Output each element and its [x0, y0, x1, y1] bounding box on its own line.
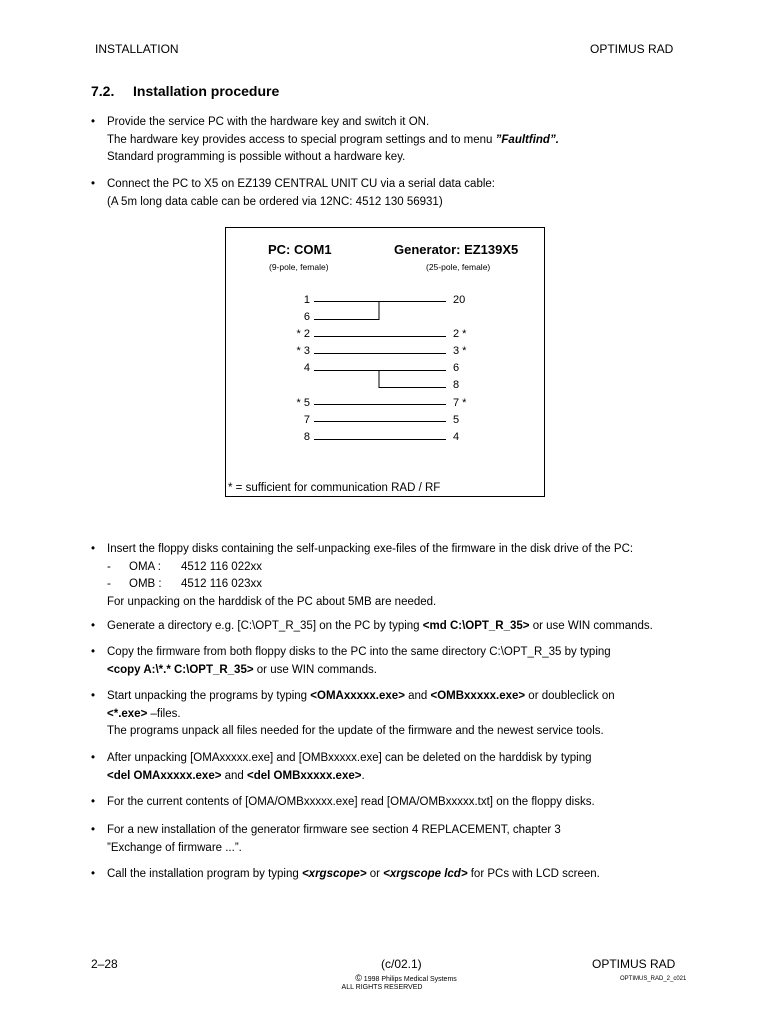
bullet-icon: • — [91, 620, 96, 632]
bullet-icon: • — [91, 178, 96, 190]
generator-subtitle: (25-pole, female) — [426, 262, 491, 272]
generator-pin-label: 2 * — [453, 328, 467, 340]
generator-pin-label: 5 — [453, 414, 460, 426]
list-item: • Start unpacking the programs by typing <OMAxxxxx.exe> and <OMBxxxxx.exe> or doubleclick on <*.exe> –files. The programs unpack all files needed for the update of the firmware and the newest service tools. — [91, 690, 615, 737]
footer-revision: (c/02.1) — [381, 957, 422, 971]
header-section-name: INSTALLATION — [95, 42, 179, 56]
list-item: • For a new installation of the generator firmware see section 4 REPLACEMENT, chapter 3 ”Exchange of firmware ...”. — [91, 824, 561, 854]
bullet-icon: • — [91, 116, 96, 128]
list-item: • After unpacking [OMAxxxxx.exe] and [OMBxxxxx.exe] can be deleted on the harddisk by typing <del OMAxxxxx.exe> and <del OMBxxxxx.exe>. — [91, 752, 592, 782]
page-number: 2–28 — [91, 957, 118, 971]
bullet-icon: • — [91, 796, 96, 808]
pc-com1-title: PC: COM1 — [268, 242, 332, 257]
footer-rights: ALL RIGHTS RESERVED — [341, 984, 423, 991]
generator-pin-label: 3 * — [453, 345, 467, 357]
section-title: Installation procedure — [133, 83, 280, 99]
pc-pin-label: * 3 — [296, 345, 310, 357]
generator-pin-label: 8 — [453, 379, 460, 391]
pc-pin-label: 4 — [303, 362, 310, 374]
generator-pin-label: 6 — [453, 362, 460, 374]
footer-document-code: OPTIMUS_RAD_2_c021 — [620, 976, 687, 982]
bullet-icon: • — [91, 690, 96, 702]
pc-com1-subtitle: (9-pole, female) — [269, 262, 329, 272]
header-product-name: OPTIMUS RAD — [590, 42, 674, 56]
generator-pin-label: 4 — [453, 431, 460, 443]
list-item: • Connect the PC to X5 on EZ139 CENTRAL UNIT CU via a serial data cable: (A 5m long data cable can be ordered via 12NC: 4512 130 56931) — [91, 178, 495, 208]
list-item: • Call the installation program by typing <xrgscope> or <xrgscope lcd> for PCs with LCD screen. — [91, 866, 711, 884]
list-item: • Copy the firmware from both floppy disks to the PC into the same directory C:\OPT_R_35 by typing <copy A:\*.* C:\OPT_R_35> or use WIN commands. — [91, 646, 611, 676]
list-item: • Provide the service PC with the hardware key and switch it ON. The hardware key provides access to special program settings and to menu ”Faultfind”. Standard programming is possible without a hardware key. — [91, 116, 559, 163]
pc-pin-label: 6 — [303, 311, 310, 323]
list-item: • Generate a directory e.g. [C:\OPT_R_35] on the PC by typing <md C:\OPT_R_35> or use WIN commands. — [91, 618, 711, 636]
generator-pin-label: 20 — [453, 294, 466, 306]
pc-pin-label: * 2 — [296, 328, 310, 340]
bullet-icon: • — [91, 868, 96, 880]
generator-pin-label: 7 * — [453, 397, 467, 409]
pc-pin-label: 8 — [303, 431, 310, 443]
footer-product-name: OPTIMUS RAD — [592, 957, 676, 971]
diagram-footnote: * = sufficient for communication RAD / RF — [228, 482, 441, 494]
generator-title: Generator: EZ139X5 — [394, 242, 519, 257]
pc-pin-label: 7 — [303, 414, 310, 426]
bridge-6-8 — [379, 371, 446, 388]
list-item: • Insert the floppy disks containing the self-unpacking exe-files of the firmware in the disk drive of the PC: - OMA : 4512 116 022xx - OMB : 4512 116 023xx For unpacking on the harddisk of the PC about 5MB are needed. — [91, 543, 634, 608]
bullet-icon: • — [91, 752, 96, 764]
pc-pin-label: * 5 — [296, 397, 310, 409]
bullet-icon: • — [91, 824, 96, 836]
bullet-icon: • — [91, 543, 96, 555]
bridge-1-6 — [314, 302, 379, 320]
footer-copyright: © 1998 Philips Medical Systems — [355, 973, 457, 983]
pc-pin-label: 1 — [303, 294, 310, 306]
copyright-icon: © — [355, 973, 362, 983]
faultfind-menu-name: ”Faultfind”. — [495, 133, 559, 146]
section-number: 7.2. — [91, 83, 115, 99]
list-item: • For the current contents of [OMA/OMBxxxxx.exe] read [OMA/OMBxxxxx.txt] on the floppy disks. — [91, 794, 711, 812]
wiring-diagram — [225, 227, 545, 497]
bullet-icon: • — [91, 646, 96, 658]
wiring-lines — [226, 228, 544, 496]
